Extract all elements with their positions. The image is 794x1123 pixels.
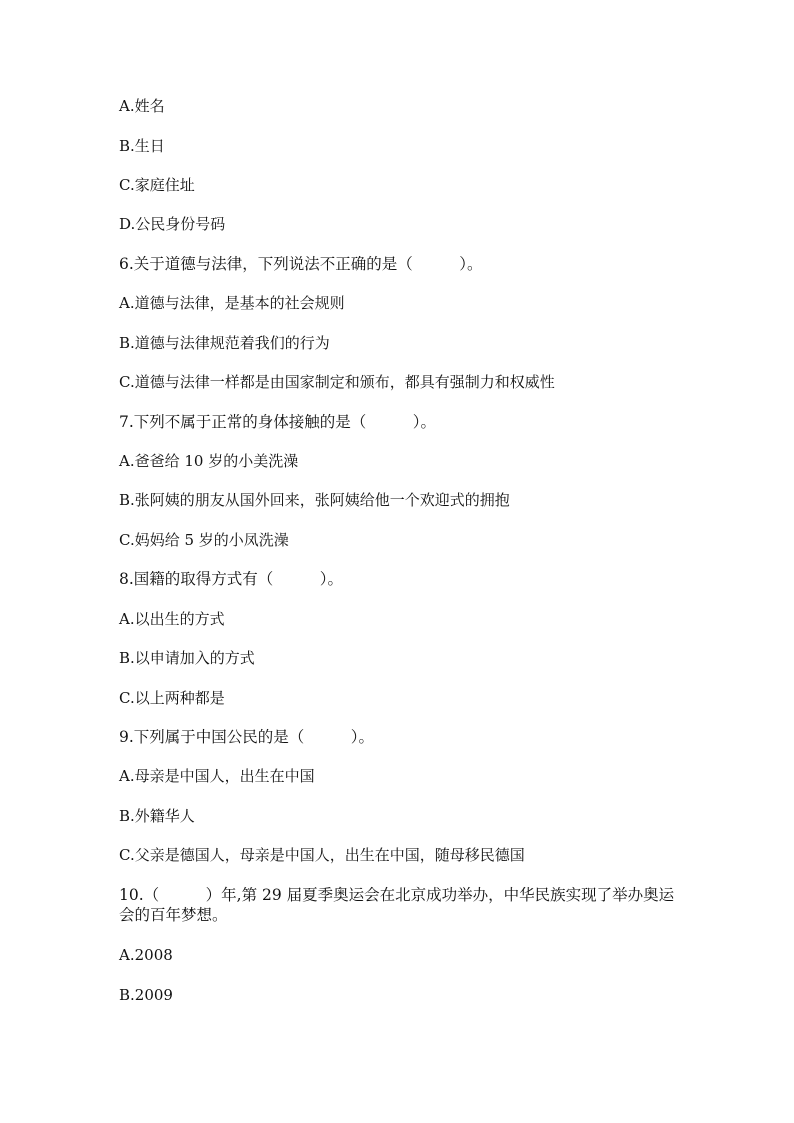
option-9b: B.外籍华人 [119,807,195,825]
option-10b: B.2009 [119,986,173,1004]
option-5b: B.生日 [119,137,165,155]
option-9a: A.母亲是中国人，出生在中国 [119,767,315,785]
option-8b: B.以申请加入的方式 [119,649,255,667]
option-7c: C.妈妈给 5 岁的小凤洗澡 [119,531,289,549]
question-7: 7.下列不属于正常的身体接触的是（ ）。 [119,413,437,431]
option-7a: A.爸爸给 10 岁的小美洗澡 [119,452,299,470]
option-8c: C.以上两种都是 [119,689,225,707]
option-5c: C.家庭住址 [119,176,195,194]
option-10a: A.2008 [119,946,173,964]
option-6a: A.道德与法律，是基本的社会规则 [119,294,345,312]
option-5a: A.姓名 [119,97,165,115]
option-6b: B.道德与法律规范着我们的行为 [119,334,330,352]
question-8: 8.国籍的取得方式有（ ）。 [119,570,344,588]
question-9: 9.下列属于中国公民的是（ ）。 [119,728,375,746]
option-5d: D.公民身份号码 [119,215,226,233]
option-9c: C.父亲是德国人，母亲是中国人，出生在中国，随母移民德国 [119,846,525,864]
question-10: 10.（ ）年,第 29 届夏季奥运会在北京成功举办，中华民族实现了举办奥运会的百年梦想。 [119,886,675,924]
option-7b: B.张阿姨的朋友从国外回来，张阿姨给他一个欢迎式的拥抱 [119,491,510,509]
question-6: 6.关于道德与法律，下列说法不正确的是（ ）。 [119,255,483,273]
option-8a: A.以出生的方式 [119,610,225,628]
option-6c: C.道德与法律一样都是由国家制定和颁布，都具有强制力和权威性 [119,373,555,391]
